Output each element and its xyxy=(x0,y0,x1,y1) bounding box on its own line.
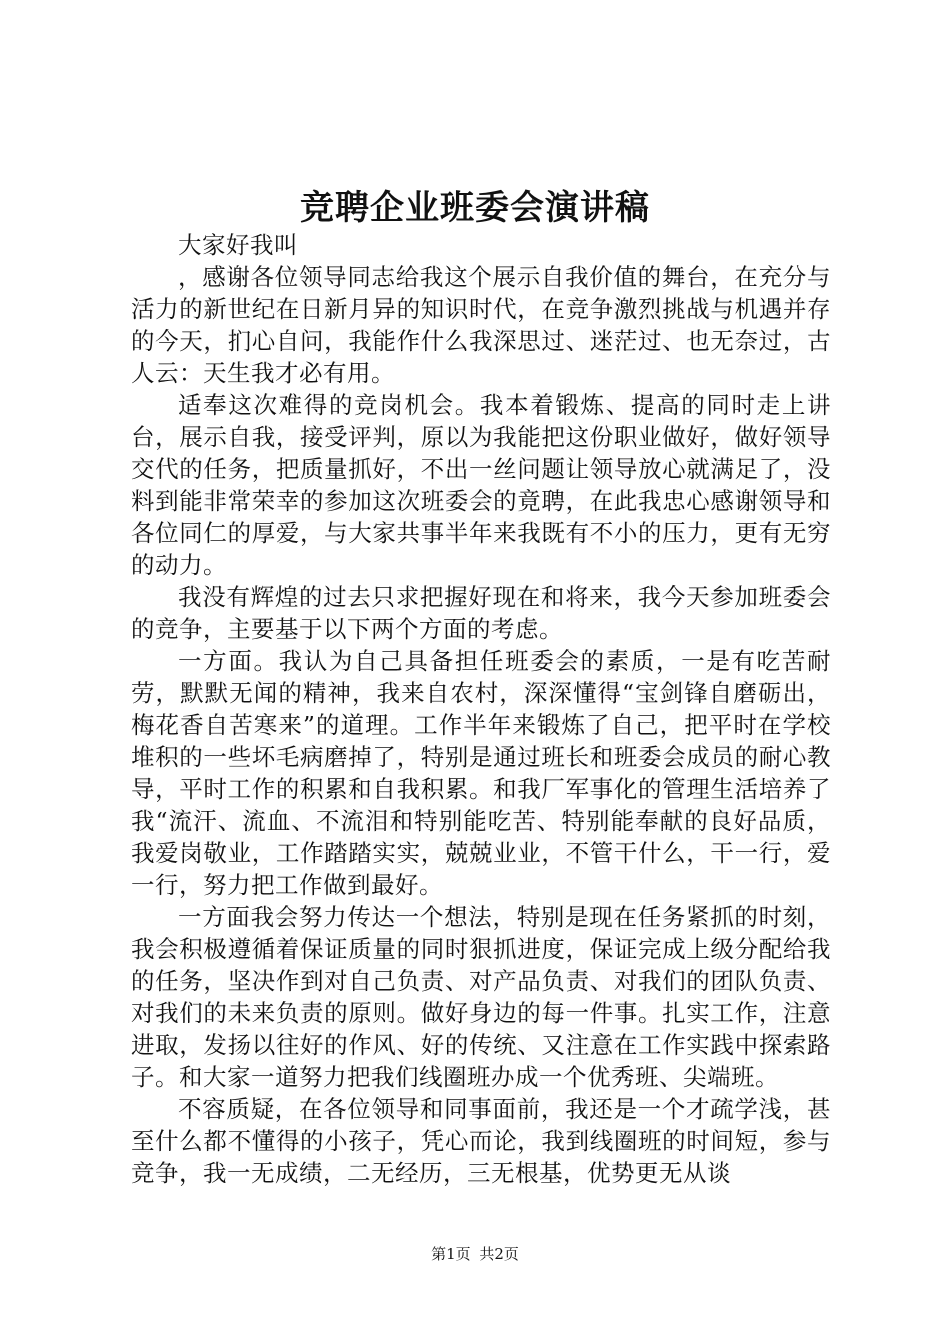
paragraph-thanks: ，感谢各位领导同志给我这个展示自我价值的舞台，在充分与活力的新世纪在日新月异的知识时代，在竞争激烈挑战与机遇并存的今天，扪心自问，我能作什么我深思过、迷茫过、也无奈过，古人云：天生我才必有用。 xyxy=(131,263,831,387)
page-footer xyxy=(0,1244,950,1264)
page-number: 第1页 xyxy=(431,1245,471,1263)
page-total: 共2页 xyxy=(479,1245,519,1263)
paragraph-commitment: 一方面我会努力传达一个想法，特别是现在任务紧抓的时刻，我会积极遵循着保证质量的同时狠抓进度，保证完成上级分配给我的任务，坚决作到对自己负责、对产品负责、对我们的团队负责、对我们的未来负责的原则。做好身边的每一件事。扎实工作，注意进取，发扬以往好的作风、好的传统、又注意在工作实践中探索路子。和大家一道努力把我们线圈班办成一个优秀班、尖端班。 xyxy=(131,903,831,1091)
paragraph-reasons-intro: 我没有辉煌的过去只求把握好现在和将来，我今天参加班委会的竞争，主要基于以下两个方面的考虑。 xyxy=(131,583,831,643)
paragraph-opportunity: 适奉这次难得的竞岗机会。我本着锻炼、提高的同时走上讲台，展示自我，接受评判，原以为我能把这份职业做好，做好领导交代的任务，把质量抓好，不出一丝问题让领导放心就满足了，没料到能非常荣幸的参加这次班委会的竟聘，在此我忠心感谢领导和各位同仁的厚爱，与大家共事半年来我既有不小的压力，更有无穷的动力。 xyxy=(131,391,831,579)
paragraph-humility: 不容质疑，在各位领导和同事面前，我还是一个才疏学浅，甚至什么都不懂得的小孩子，凭心而论，我到线圈班的时间短，参与竞争，我一无成绩，二无经历，三无根基，优势更无从谈 xyxy=(131,1095,831,1187)
document-title: 竞聘企业班委会演讲稿 xyxy=(300,188,650,228)
paragraph-qualities: 一方面。我认为自己具备担任班委会的素质，一是有吃苦耐劳，默默无闻的精神，我来自农村，深深懂得“宝剑锋自磨砺出，梅花香自苦寒来”的道理。工作半年来锻炼了自己，把平时在学校堆积的一些坏毛病磨掉了，特别是通过班长和班委会成员的耐心教导，平时工作的积累和自我积累。和我厂军事化的管理生活培养了我“流汗、流血、不流泪和特别能吃苦、特别能奉献的良好品质，我爱岗敬业，工作踏踏实实，兢兢业业，不管干什么，干一行，爱一行，努力把工作做到最好。 xyxy=(131,647,831,899)
document-body xyxy=(131,229,831,1189)
paragraph-greeting: 大家好我叫 xyxy=(178,231,298,259)
